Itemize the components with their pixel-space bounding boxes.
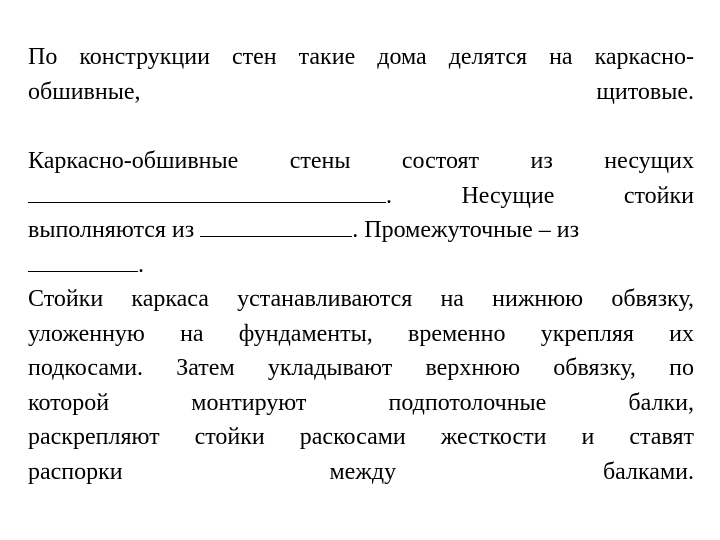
word: устанавливаются <box>237 286 413 312</box>
word: уложенную <box>28 320 145 347</box>
word: конструкции <box>79 44 210 70</box>
text-line <box>28 317 694 352</box>
word: монтируют <box>191 389 307 416</box>
word: Стойки <box>28 286 104 312</box>
text-line <box>28 420 694 455</box>
word: укрепляя <box>540 320 634 347</box>
document-body <box>28 40 694 489</box>
word: временно <box>407 320 506 347</box>
word: стойки <box>623 182 694 209</box>
word: подпотолочные <box>388 389 547 416</box>
text-line <box>28 386 694 421</box>
word: верхнюю <box>425 355 521 381</box>
fill-in-blank <box>28 180 386 203</box>
word: балки, <box>628 389 694 416</box>
word: на <box>440 286 464 312</box>
word: дома <box>377 44 427 70</box>
word: стен <box>231 44 277 70</box>
text-line <box>28 282 694 317</box>
word: делятся <box>448 44 528 70</box>
fill-in-blank <box>28 249 138 272</box>
word: на <box>180 320 204 347</box>
word: щитовые. <box>596 78 694 105</box>
word: жесткости <box>440 424 547 450</box>
text-line <box>28 213 694 248</box>
word: несущих <box>604 148 694 174</box>
word: состоят <box>401 148 480 174</box>
word: подкосами. <box>28 355 144 381</box>
word: укладывают <box>267 355 393 381</box>
word: каркасно- <box>594 44 694 70</box>
word: балками. <box>602 458 694 485</box>
word: распорки <box>28 458 123 485</box>
fill-in-blank-group <box>28 179 392 214</box>
word: такие <box>298 44 356 70</box>
word: которой <box>28 389 110 416</box>
word: фундаменты, <box>238 320 373 347</box>
text-segment: выполняются из <box>28 217 195 243</box>
word: По <box>28 44 58 70</box>
word: Затем <box>176 355 235 381</box>
punctuation: . <box>138 251 144 278</box>
word: и <box>581 424 595 450</box>
word: их <box>669 320 694 347</box>
word: стены <box>289 148 351 174</box>
word: ставят <box>629 424 694 450</box>
fill-in-blank <box>200 214 352 237</box>
word: обшивные, <box>28 78 141 105</box>
text-line <box>28 40 694 75</box>
word: каркаса <box>131 286 209 312</box>
text-line <box>28 351 694 386</box>
word: обвязку, <box>611 286 694 312</box>
word: стойки <box>194 424 265 450</box>
word: раскосами <box>299 424 406 450</box>
word: Несущие <box>461 182 555 209</box>
paragraph-spacer <box>28 109 694 144</box>
word: между <box>329 458 397 485</box>
word: по <box>669 355 694 381</box>
word: раскрепляют <box>28 424 160 450</box>
text-line <box>28 455 694 490</box>
text-line <box>28 144 694 179</box>
text-line <box>28 179 694 214</box>
word: из <box>530 148 553 174</box>
punctuation: . <box>386 182 392 209</box>
text-line <box>28 75 694 110</box>
text-segment: . Промежуточные – из <box>352 217 580 243</box>
word: обвязку, <box>553 355 636 381</box>
text-line <box>28 248 694 283</box>
word: Каркасно-обшивные <box>28 148 239 174</box>
word: нижнюю <box>492 286 584 312</box>
word: на <box>549 44 573 70</box>
